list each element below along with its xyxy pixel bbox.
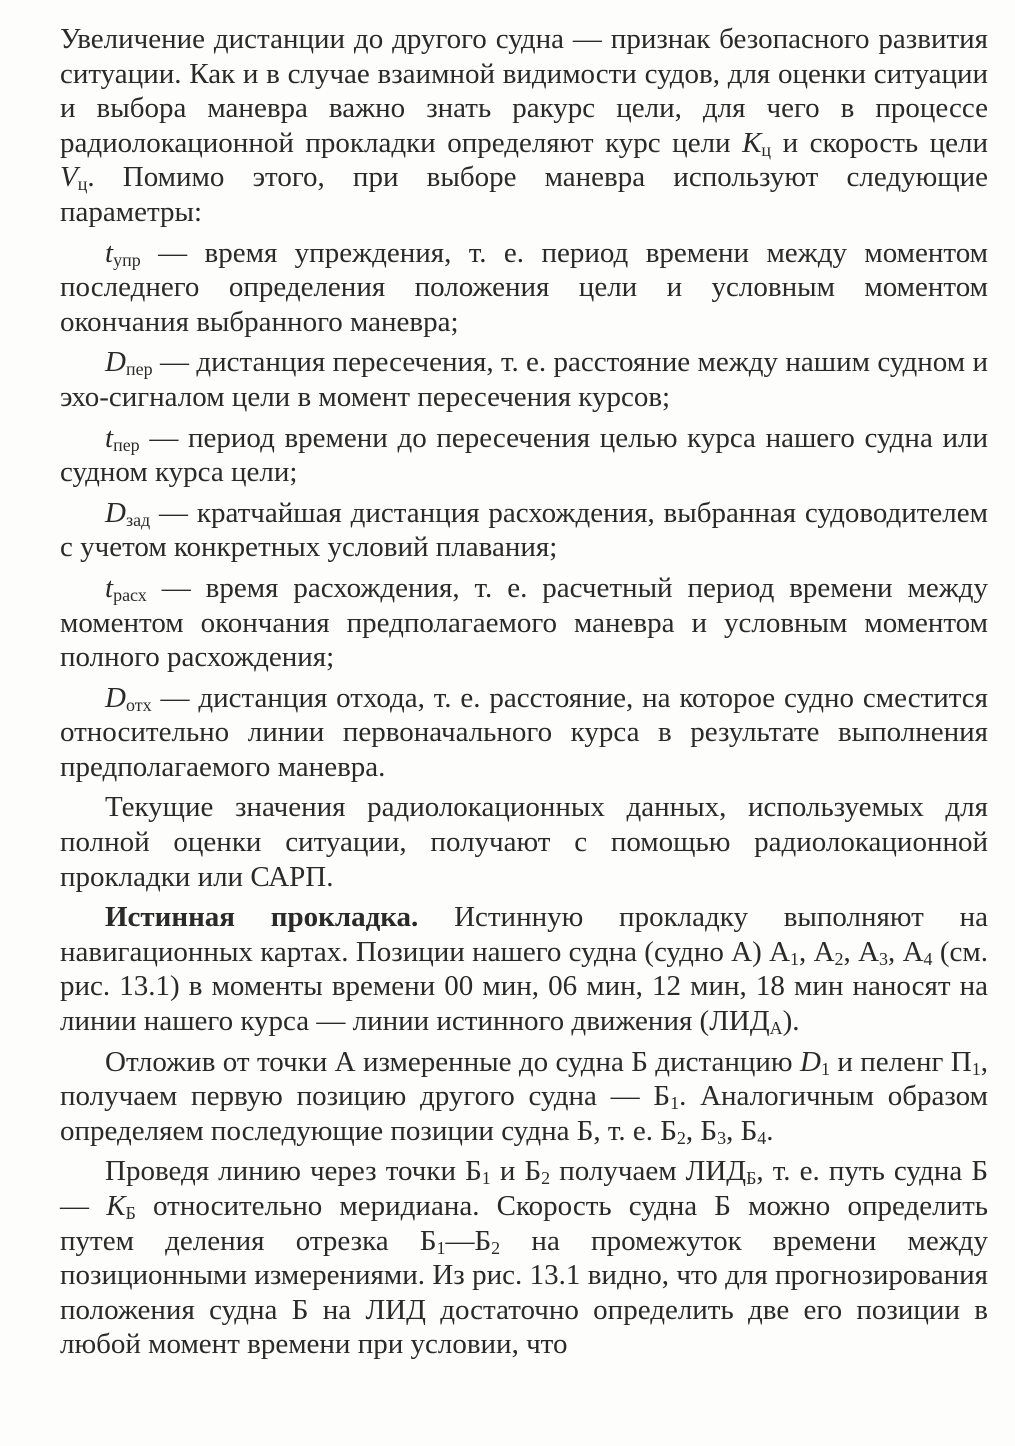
- definition-t-per: $t_{пер}$ — период времени до пересечения целью курса нашего судна или судном курса цели;: [60, 421, 988, 489]
- paragraph-lid-b: Проведя линию через точки $Б_1$ и $Б_2$ получаем $ЛИД_Б$, т. е. путь судна Б — $K_Б$ относительно меридиана. Скорость судна Б можно определить путем деления отрезка $Б_1—Б_2$ на промежуток времени между позиционными измерениями. Из рис. 13.1 видно, что для прогнозирования положения судна Б на ЛИД достаточно определить две его позиции в любой момент времени при условии, что: [60, 1155, 989, 1361]
- paragraph-radar-data: Текущие значения радиолокационных данных, используемых для полной оценки ситуации, получают с помощью радиолокационной прокладки или САРП.: [60, 791, 988, 893]
- paragraph-true-plotting: Истинная прокладка. Истинную прокладку выполняют на навигационных картах. Позиции нашего судна (судно А) $А_1$, $А_2$, $А_3$, $А_4$ (см. рис. 13.1) в моменты времени 00 мин, 06 мин, 12 мин, 18 мин наносят на линии нашего курса — линии истинного движения $(ЛИД_А)$.: [60, 901, 988, 1039]
- symbol-speed: V: [60, 161, 78, 194]
- paragraph-intro: Увеличение дистанции до другого судна — признак безопасного развития ситуации. Как и в случае взаимной видимости судов, для оценки ситуации и выбора маневра важно знать ракурс цели, для чего в процессе радиолокационной прокладки определяют курс цели $K_ц$ и скорость цели $V_ц$. Помимо этого, при выборе маневра используют следующие параметры:: [60, 23, 988, 228]
- section-heading: Истинная прокладка.: [105, 901, 419, 934]
- definition-d-otx: $D_{отх}$ — дистанция отхода, т. е. расстояние, на которое судно сместится относительно линии первоначального курса в результате выполнения предполагаемого маневра.: [60, 681, 988, 783]
- definition-d-per: $D_{пер}$ — дистанция пересечения, т. е. расстояние между нашим судном и эхо-сигналом цели в момент пересечения курсов;: [60, 346, 988, 413]
- paragraph-positions: Отложив от точки А измеренные до судна Б дистанцию $D_1$ и пеленг $П_1$, получаем первую позицию другого судна — $Б_1$. Аналогичным образом определяем последующие позиции судна Б, т. е. $Б_2$, $Б_3$, $Б_4$.: [60, 1045, 988, 1148]
- document-page: [60, 22, 988, 1368]
- definition-t-upr: $t_{упр}$ — время упреждения, т. е. период времени между моментом последнего определения положения цели и условным моментом окончания выбранного маневра;: [60, 236, 988, 338]
- definition-t-rasx: $t_{расх}$ — время расхождения, т. е. расчетный период времени между моментом окончания предполагаемого маневра и условным моментом полного расхождения;: [60, 571, 988, 674]
- symbol-course: K: [742, 126, 762, 159]
- definition-d-zad: $D_{зад}$ — кратчайшая дистанция расхождения, выбранная судоводителем с учетом конкретных условий плавания;: [60, 496, 988, 564]
